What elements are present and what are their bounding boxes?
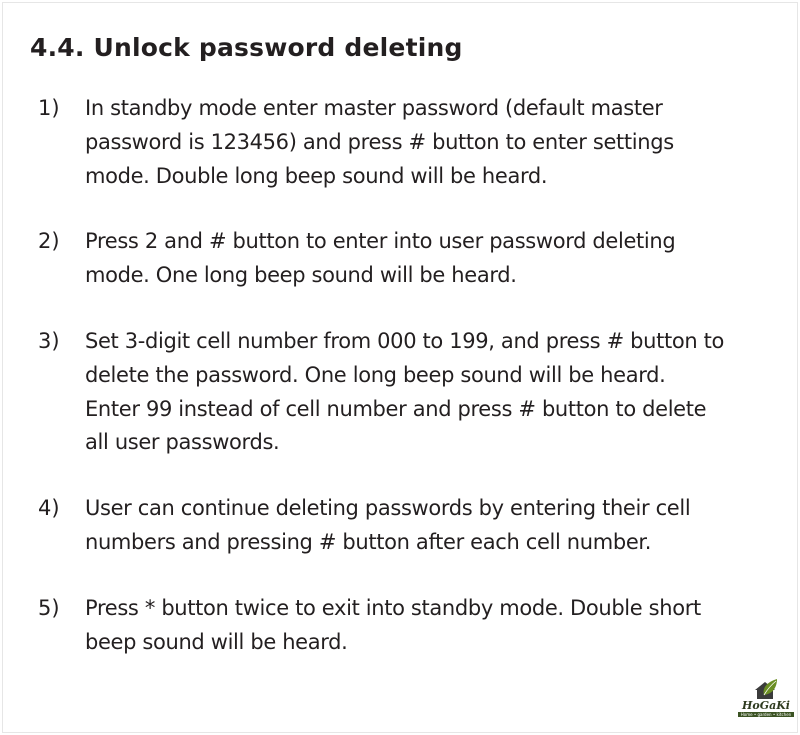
step-text: Set 3-digit cell number from 000 to 199, and press # button to delete the password. One long beep sound will be heard. Enter 99 instead of cell number and press # button to delete all user passwords.	[85, 328, 725, 455]
step-number: 5)	[38, 595, 60, 620]
step-1	[38, 92, 738, 193]
step-text: User can continue deleting passwords by entering their cell numbers and pressing # button after each cell number.	[85, 496, 691, 554]
step-5	[38, 592, 738, 660]
step-text: In standby mode enter master password (default master password is 123456) and press # button to enter settings mode. Double long beep sound will be heard.	[85, 96, 674, 188]
section-heading: 4.4. Unlock password deleting	[30, 33, 463, 62]
house-leaf-icon	[752, 677, 780, 701]
step-number: 3)	[38, 328, 60, 353]
logo-tagline: Home • garden • kitchen	[738, 712, 794, 717]
step-3	[38, 325, 738, 460]
step-2	[38, 225, 738, 293]
step-number: 4)	[38, 496, 60, 521]
step-number: 1)	[38, 96, 60, 120]
logo-wordmark: HoGaKi	[742, 699, 790, 712]
step-4	[38, 492, 738, 560]
hogaki-logo	[738, 677, 794, 721]
steps-list	[38, 92, 738, 691]
step-text: Press * button twice to exit into standby mode. Double short beep sound will be heard.	[85, 595, 701, 654]
step-text: Press 2 and # button to enter into user password deleting mode. One long beep sound will be heard.	[85, 229, 676, 288]
step-number: 2)	[38, 229, 60, 254]
